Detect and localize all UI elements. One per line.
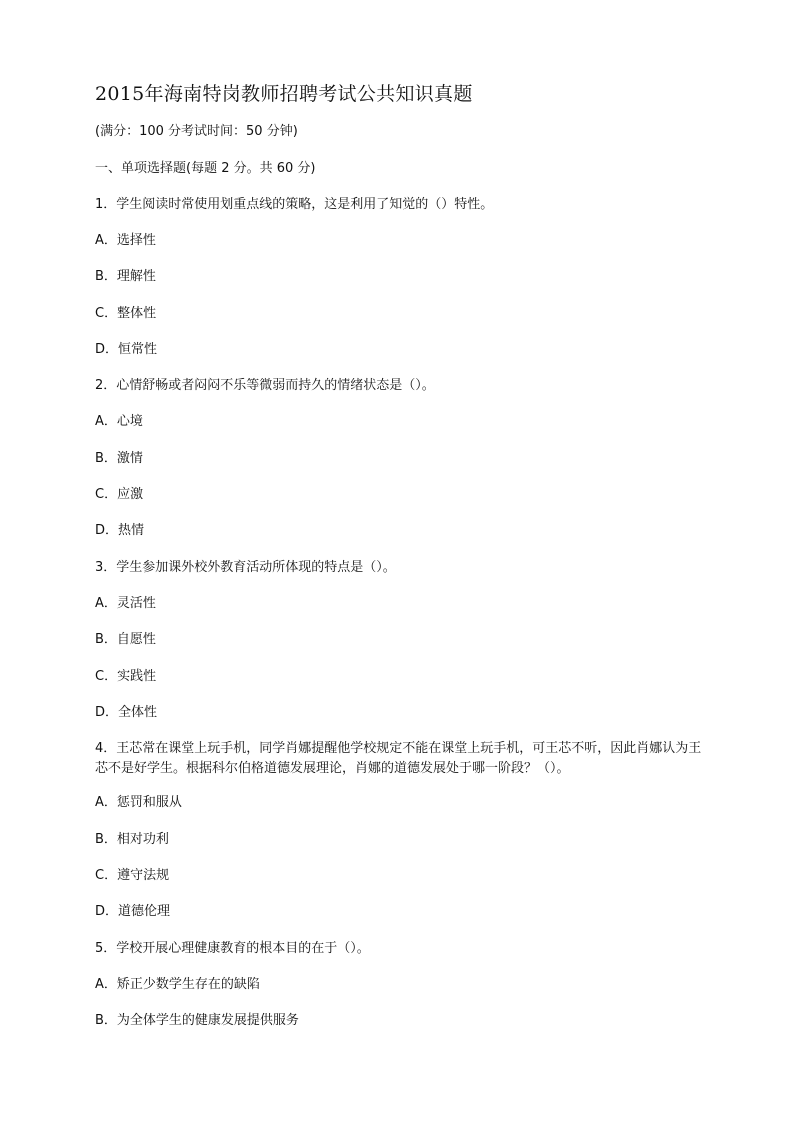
question-5-stem: 5．学校开展心理健康教育的根本目的在于（）。 xyxy=(95,941,370,956)
question-4-option-d: D．道德伦理 xyxy=(95,904,171,919)
question-2-stem: 2．心情舒畅或者闷闷不乐等微弱而持久的情绪状态是（）。 xyxy=(95,378,435,393)
question-4-option-c: C．遵守法规 xyxy=(95,868,170,883)
question-4-option-a: A．惩罚和服从 xyxy=(95,795,182,810)
question-2-option-c: C．应激 xyxy=(95,487,144,502)
question-1-option-b: B．理解性 xyxy=(95,269,156,284)
question-4-option-b: B．相对功利 xyxy=(95,832,169,847)
question-4-stem: 4．王芯常在课堂上玩手机，同学肖娜提醒他学校规定不能在课堂上玩手机，可王芯不听，因此肖娜认为王芯不是好学生。根据科尔伯格道德发展理论，肖娜的道德发展处于哪一阶段？（）。 xyxy=(95,741,702,776)
question-5-option-b: B．为全体学生的健康发展提供服务 xyxy=(95,1013,299,1028)
question-2-option-d: D．热情 xyxy=(95,523,145,538)
section-heading: 一、单项选择题(每题 2 分。共 60 分) xyxy=(95,161,316,176)
question-1-option-c: C．整体性 xyxy=(95,306,157,321)
question-1-option-d: D．恒常性 xyxy=(95,342,158,357)
question-2-option-b: B．激情 xyxy=(95,451,143,466)
question-1-option-a: A．选择性 xyxy=(95,233,156,248)
question-1-stem: 1．学生阅读时常使用划重点线的策略，这是利用了知觉的（）特性。 xyxy=(95,197,494,212)
question-3-option-c: C．实践性 xyxy=(95,669,157,684)
question-5-option-a: A．矫正少数学生存在的缺陷 xyxy=(95,977,260,992)
question-3-option-a: A．灵活性 xyxy=(95,596,156,611)
question-2-option-a: A．心境 xyxy=(95,414,143,429)
question-3-stem: 3．学生参加课外校外教育活动所体现的特点是（）。 xyxy=(95,560,396,575)
exam-info: (满分：100 分考试时间：50 分钟) xyxy=(95,124,298,139)
document-title: 2015年海南特岗教师招聘考试公共知识真题 xyxy=(95,83,473,105)
question-3-option-d: D．全体性 xyxy=(95,705,158,720)
question-3-option-b: B．自愿性 xyxy=(95,632,156,647)
